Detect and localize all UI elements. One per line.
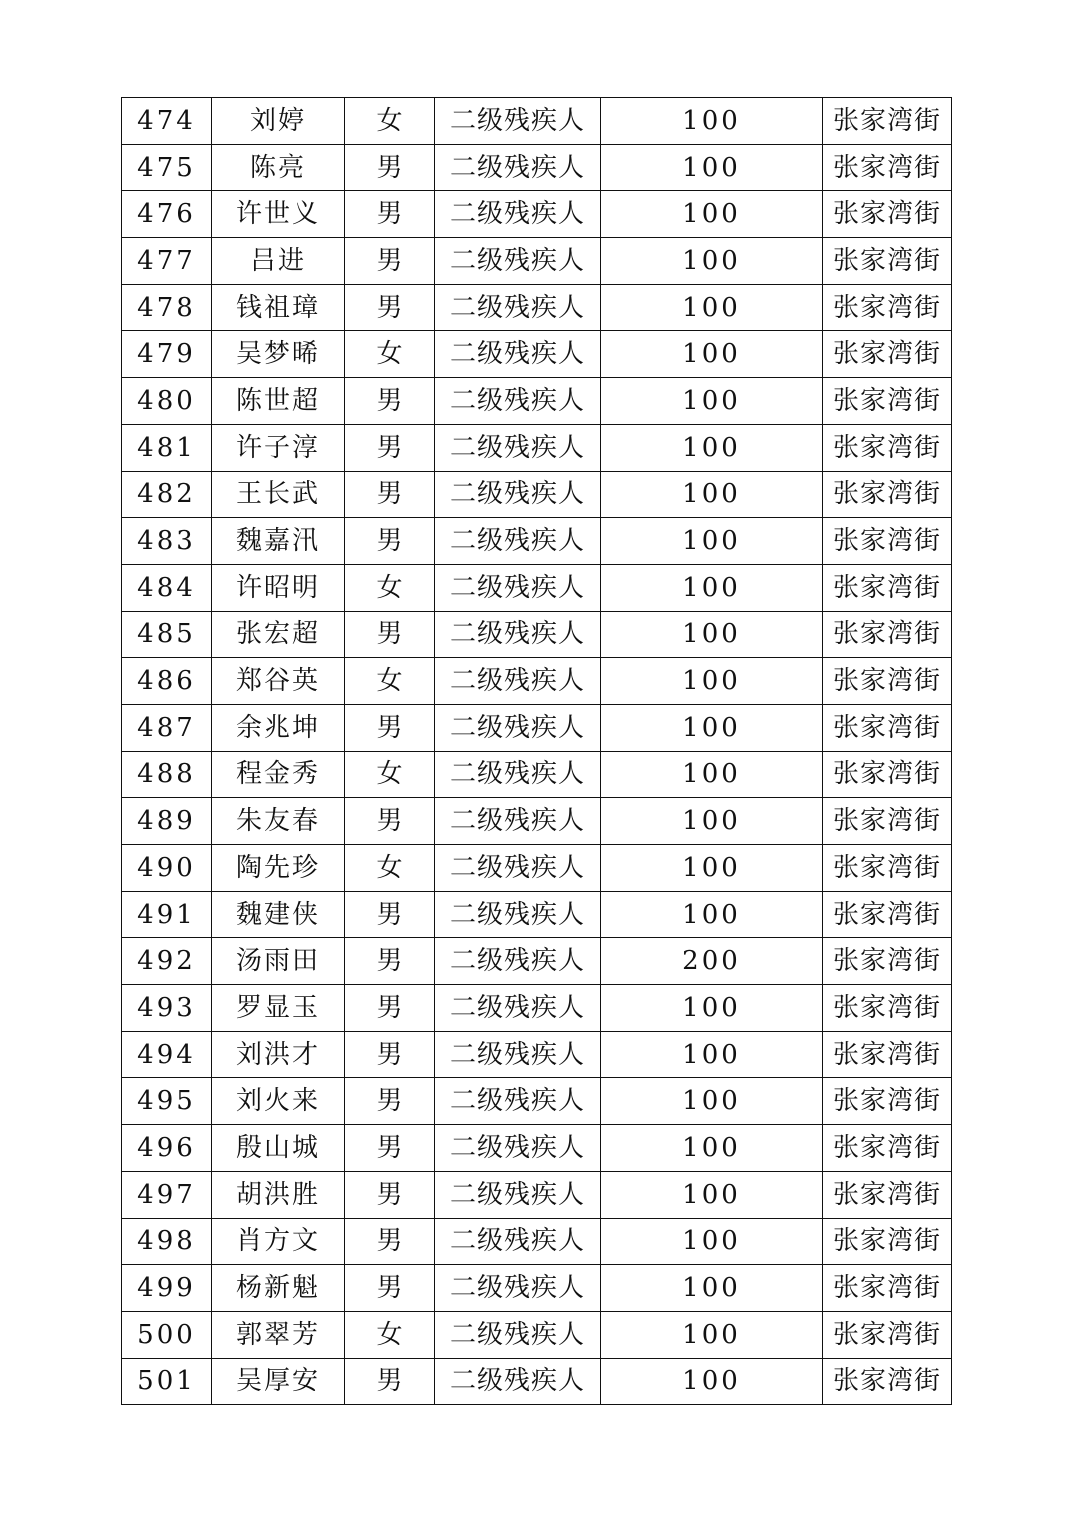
gender-cell: 男 — [345, 144, 435, 191]
gender-cell: 男 — [345, 1218, 435, 1265]
name-cell: 刘火来 — [212, 1078, 345, 1125]
street-cell: 张家湾街 — [823, 284, 952, 331]
table-row — [122, 1125, 952, 1172]
gender-cell: 男 — [345, 891, 435, 938]
name-cell: 刘洪才 — [212, 1031, 345, 1078]
serial-number-cell: 490 — [122, 845, 212, 892]
category-cell: 二级残疾人 — [435, 1171, 601, 1218]
gender-cell: 男 — [345, 1078, 435, 1125]
street-cell: 张家湾街 — [823, 1265, 952, 1312]
gender-cell: 男 — [345, 518, 435, 565]
table-row — [122, 1358, 952, 1405]
gender-cell: 男 — [345, 938, 435, 985]
street-cell: 张家湾街 — [823, 611, 952, 658]
serial-number-cell: 500 — [122, 1311, 212, 1358]
name-cell: 吴梦晞 — [212, 331, 345, 378]
serial-number-cell: 485 — [122, 611, 212, 658]
serial-number-cell: 477 — [122, 238, 212, 285]
gender-cell: 女 — [345, 564, 435, 611]
category-cell: 二级残疾人 — [435, 191, 601, 238]
name-cell: 朱友春 — [212, 798, 345, 845]
name-cell: 郑谷英 — [212, 658, 345, 705]
street-cell: 张家湾街 — [823, 1311, 952, 1358]
table-row — [122, 98, 952, 145]
street-cell: 张家湾街 — [823, 238, 952, 285]
gender-cell: 男 — [345, 798, 435, 845]
gender-cell: 女 — [345, 845, 435, 892]
table-row — [122, 611, 952, 658]
gender-cell: 男 — [345, 1125, 435, 1172]
serial-number-cell: 501 — [122, 1358, 212, 1405]
category-cell: 二级残疾人 — [435, 938, 601, 985]
name-cell: 许子淳 — [212, 424, 345, 471]
serial-number-cell: 495 — [122, 1078, 212, 1125]
name-cell: 胡洪胜 — [212, 1171, 345, 1218]
serial-number-cell: 493 — [122, 985, 212, 1032]
table-row — [122, 751, 952, 798]
category-cell: 二级残疾人 — [435, 1078, 601, 1125]
name-cell: 余兆坤 — [212, 704, 345, 751]
gender-cell: 男 — [345, 191, 435, 238]
table-row — [122, 704, 952, 751]
amount-cell: 100 — [601, 471, 823, 518]
amount-cell: 100 — [601, 1358, 823, 1405]
serial-number-cell: 499 — [122, 1265, 212, 1312]
amount-cell: 100 — [601, 611, 823, 658]
amount-cell: 100 — [601, 98, 823, 145]
street-cell: 张家湾街 — [823, 751, 952, 798]
table-row — [122, 1265, 952, 1312]
category-cell: 二级残疾人 — [435, 98, 601, 145]
serial-number-cell: 494 — [122, 1031, 212, 1078]
amount-cell: 100 — [601, 798, 823, 845]
category-cell: 二级残疾人 — [435, 518, 601, 565]
amount-cell: 100 — [601, 891, 823, 938]
amount-cell: 100 — [601, 238, 823, 285]
street-cell: 张家湾街 — [823, 1078, 952, 1125]
street-cell: 张家湾街 — [823, 985, 952, 1032]
name-cell: 吴厚安 — [212, 1358, 345, 1405]
table-row — [122, 424, 952, 471]
gender-cell: 男 — [345, 1171, 435, 1218]
street-cell: 张家湾街 — [823, 1125, 952, 1172]
amount-cell: 100 — [601, 658, 823, 705]
gender-cell: 男 — [345, 284, 435, 331]
category-cell: 二级残疾人 — [435, 378, 601, 425]
table-row — [122, 658, 952, 705]
amount-cell: 100 — [601, 845, 823, 892]
serial-number-cell: 476 — [122, 191, 212, 238]
table-row — [122, 1031, 952, 1078]
street-cell: 张家湾街 — [823, 1218, 952, 1265]
name-cell: 王长武 — [212, 471, 345, 518]
amount-cell: 100 — [601, 985, 823, 1032]
name-cell: 殷山城 — [212, 1125, 345, 1172]
table-row — [122, 471, 952, 518]
serial-number-cell: 489 — [122, 798, 212, 845]
category-cell: 二级残疾人 — [435, 611, 601, 658]
gender-cell: 男 — [345, 378, 435, 425]
serial-number-cell: 484 — [122, 564, 212, 611]
serial-number-cell: 479 — [122, 331, 212, 378]
street-cell: 张家湾街 — [823, 191, 952, 238]
serial-number-cell: 487 — [122, 704, 212, 751]
table-row — [122, 238, 952, 285]
name-cell: 罗显玉 — [212, 985, 345, 1032]
amount-cell: 100 — [601, 378, 823, 425]
street-cell: 张家湾街 — [823, 378, 952, 425]
table-row — [122, 938, 952, 985]
category-cell: 二级残疾人 — [435, 1358, 601, 1405]
serial-number-cell: 488 — [122, 751, 212, 798]
name-cell: 陶先珍 — [212, 845, 345, 892]
gender-cell: 男 — [345, 238, 435, 285]
street-cell: 张家湾街 — [823, 658, 952, 705]
table-row — [122, 1311, 952, 1358]
category-cell: 二级残疾人 — [435, 985, 601, 1032]
name-cell: 钱祖璋 — [212, 284, 345, 331]
serial-number-cell: 498 — [122, 1218, 212, 1265]
amount-cell: 100 — [601, 518, 823, 565]
street-cell: 张家湾街 — [823, 518, 952, 565]
amount-cell: 100 — [601, 1311, 823, 1358]
street-cell: 张家湾街 — [823, 424, 952, 471]
street-cell: 张家湾街 — [823, 891, 952, 938]
category-cell: 二级残疾人 — [435, 1311, 601, 1358]
table-row — [122, 144, 952, 191]
category-cell: 二级残疾人 — [435, 751, 601, 798]
amount-cell: 100 — [601, 1265, 823, 1312]
category-cell: 二级残疾人 — [435, 144, 601, 191]
name-cell: 刘婷 — [212, 98, 345, 145]
serial-number-cell: 492 — [122, 938, 212, 985]
street-cell: 张家湾街 — [823, 331, 952, 378]
serial-number-cell: 486 — [122, 658, 212, 705]
category-cell: 二级残疾人 — [435, 1265, 601, 1312]
street-cell: 张家湾街 — [823, 798, 952, 845]
gender-cell: 女 — [345, 751, 435, 798]
serial-number-cell: 491 — [122, 891, 212, 938]
name-cell: 汤雨田 — [212, 938, 345, 985]
gender-cell: 男 — [345, 985, 435, 1032]
name-cell: 吕进 — [212, 238, 345, 285]
table-row — [122, 378, 952, 425]
table-row — [122, 845, 952, 892]
table-row — [122, 798, 952, 845]
serial-number-cell: 474 — [122, 98, 212, 145]
category-cell: 二级残疾人 — [435, 331, 601, 378]
category-cell: 二级残疾人 — [435, 424, 601, 471]
amount-cell: 100 — [601, 424, 823, 471]
serial-number-cell: 497 — [122, 1171, 212, 1218]
amount-cell: 100 — [601, 564, 823, 611]
serial-number-cell: 475 — [122, 144, 212, 191]
category-cell: 二级残疾人 — [435, 238, 601, 285]
amount-cell: 100 — [601, 1031, 823, 1078]
table-row — [122, 331, 952, 378]
name-cell: 肖方文 — [212, 1218, 345, 1265]
amount-cell: 100 — [601, 1078, 823, 1125]
amount-cell: 100 — [601, 751, 823, 798]
gender-cell: 女 — [345, 331, 435, 378]
table-row — [122, 1078, 952, 1125]
gender-cell: 男 — [345, 611, 435, 658]
table-row — [122, 1171, 952, 1218]
category-cell: 二级残疾人 — [435, 658, 601, 705]
gender-cell: 女 — [345, 658, 435, 705]
amount-cell: 100 — [601, 144, 823, 191]
gender-cell: 男 — [345, 471, 435, 518]
amount-cell: 100 — [601, 331, 823, 378]
street-cell: 张家湾街 — [823, 1171, 952, 1218]
name-cell: 许世义 — [212, 191, 345, 238]
category-cell: 二级残疾人 — [435, 891, 601, 938]
street-cell: 张家湾街 — [823, 1358, 952, 1405]
amount-cell: 100 — [601, 284, 823, 331]
serial-number-cell: 482 — [122, 471, 212, 518]
amount-cell: 100 — [601, 704, 823, 751]
name-cell: 杨新魁 — [212, 1265, 345, 1312]
table-row — [122, 564, 952, 611]
roster-table-body — [122, 98, 952, 1405]
name-cell: 程金秀 — [212, 751, 345, 798]
gender-cell: 男 — [345, 1358, 435, 1405]
roster-table — [121, 97, 952, 1405]
name-cell: 陈亮 — [212, 144, 345, 191]
name-cell: 魏嘉汛 — [212, 518, 345, 565]
table-row — [122, 191, 952, 238]
serial-number-cell: 481 — [122, 424, 212, 471]
serial-number-cell: 483 — [122, 518, 212, 565]
gender-cell: 男 — [345, 424, 435, 471]
serial-number-cell: 478 — [122, 284, 212, 331]
amount-cell: 100 — [601, 1171, 823, 1218]
street-cell: 张家湾街 — [823, 704, 952, 751]
category-cell: 二级残疾人 — [435, 1125, 601, 1172]
street-cell: 张家湾街 — [823, 564, 952, 611]
gender-cell: 男 — [345, 1031, 435, 1078]
serial-number-cell: 480 — [122, 378, 212, 425]
street-cell: 张家湾街 — [823, 98, 952, 145]
table-row — [122, 891, 952, 938]
amount-cell: 100 — [601, 1218, 823, 1265]
category-cell: 二级残疾人 — [435, 704, 601, 751]
name-cell: 魏建侠 — [212, 891, 345, 938]
gender-cell: 男 — [345, 704, 435, 751]
name-cell: 郭翠芳 — [212, 1311, 345, 1358]
street-cell: 张家湾街 — [823, 1031, 952, 1078]
street-cell: 张家湾街 — [823, 845, 952, 892]
street-cell: 张家湾街 — [823, 471, 952, 518]
table-row — [122, 518, 952, 565]
gender-cell: 女 — [345, 98, 435, 145]
category-cell: 二级残疾人 — [435, 1218, 601, 1265]
street-cell: 张家湾街 — [823, 938, 952, 985]
category-cell: 二级残疾人 — [435, 1031, 601, 1078]
name-cell: 许昭明 — [212, 564, 345, 611]
category-cell: 二级残疾人 — [435, 284, 601, 331]
category-cell: 二级残疾人 — [435, 798, 601, 845]
table-row — [122, 1218, 952, 1265]
category-cell: 二级残疾人 — [435, 471, 601, 518]
table-row — [122, 985, 952, 1032]
gender-cell: 男 — [345, 1265, 435, 1312]
street-cell: 张家湾街 — [823, 144, 952, 191]
amount-cell: 200 — [601, 938, 823, 985]
category-cell: 二级残疾人 — [435, 845, 601, 892]
amount-cell: 100 — [601, 191, 823, 238]
serial-number-cell: 496 — [122, 1125, 212, 1172]
amount-cell: 100 — [601, 1125, 823, 1172]
name-cell: 张宏超 — [212, 611, 345, 658]
name-cell: 陈世超 — [212, 378, 345, 425]
gender-cell: 女 — [345, 1311, 435, 1358]
category-cell: 二级残疾人 — [435, 564, 601, 611]
table-row — [122, 284, 952, 331]
